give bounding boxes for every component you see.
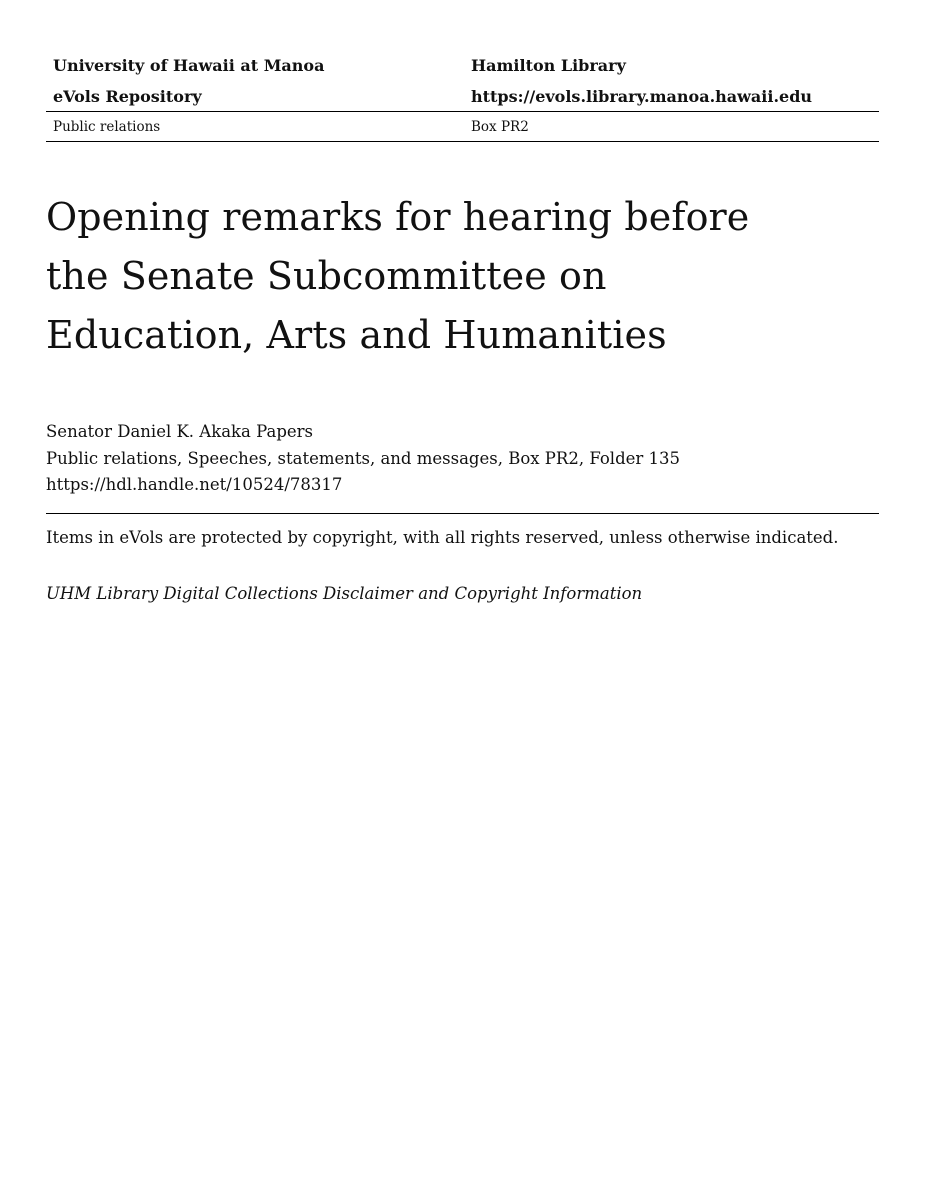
header-row-collection	[46, 112, 879, 142]
rights-statement: Items in eVols are protected by copyright, with all rights reserved, unless otherwise indicated.	[46, 528, 839, 547]
title-line: the Senate Subcommittee on	[46, 254, 607, 298]
header-row-institution	[46, 50, 879, 81]
collection-label: Public relations	[53, 118, 161, 135]
header-row-repository	[46, 81, 879, 112]
section-divider	[46, 513, 879, 514]
papers-collection: Senator Daniel K. Akaka Papers	[46, 422, 314, 441]
document-metadata	[46, 419, 680, 499]
document-title	[46, 188, 806, 365]
repository-name: eVols Repository	[53, 86, 202, 106]
institution-name: University of Hawaii at Manoa	[53, 56, 325, 75]
repository-url-link[interactable]: https://evols.library.manoa.hawaii.edu	[471, 86, 813, 106]
series-location: Public relations, Speeches, statements, and messages, Box PR2, Folder 135	[46, 448, 681, 468]
disclaimer-link[interactable]: UHM Library Digital Collections Disclaimer and Copyright Information	[46, 584, 643, 603]
repository-header	[46, 50, 879, 142]
handle-link[interactable]: https://hdl.handle.net/10524/78317	[46, 475, 343, 494]
title-line: Opening remarks for hearing before	[46, 195, 750, 239]
box-label: Box PR2	[471, 118, 529, 135]
library-name: Hamilton Library	[471, 56, 626, 75]
title-line: Education, Arts and Humanities	[46, 313, 667, 357]
